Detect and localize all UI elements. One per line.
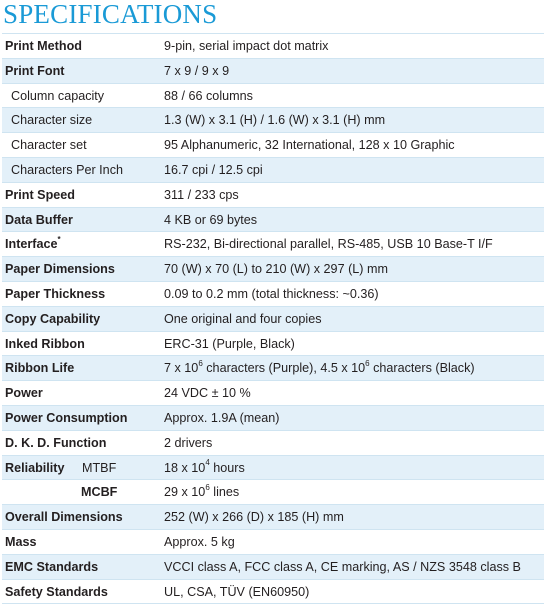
table-row [2,257,544,282]
row-label: Safety Standards [5,584,108,599]
table-row [2,158,544,183]
specifications-table [2,33,544,604]
footnote-marker: * [57,235,61,245]
row-value [164,480,239,504]
table-row [2,208,544,233]
row-label: Paper Dimensions [5,262,115,277]
row-label [5,232,61,256]
page-title: SPECIFICATIONS [3,0,218,29]
row-value: 4 KB or 69 bytes [164,212,258,227]
exponent: 6 [365,359,370,369]
table-row [2,456,544,481]
row-value: 9-pin, serial impact dot matrix [164,39,329,53]
row-label: Print Speed [5,187,75,202]
row-value: ERC-31 (Purple, Black) [164,336,295,351]
row-label: Character size [11,113,93,128]
row-label: Inked Ribbon [5,336,85,351]
row-label: Mass [5,534,37,549]
table-row [2,530,544,555]
table-row [2,431,544,456]
row-value: 311 / 233 cps [164,187,239,202]
value-part: lines [209,485,240,500]
exponent: 6 [198,359,203,369]
row-value: Approx. 5 kg [164,534,235,549]
table-row [2,406,544,431]
row-label: MCBF [81,485,118,500]
table-row [2,282,544,307]
row-value: 1.3 (W) x 3.1 (H) / 1.6 (W) x 3.1 (H) mm [164,113,386,128]
row-sublabel: MTBF [82,460,117,475]
row-value: 70 (W) x 70 (L) to 210 (W) x 297 (L) mm [164,262,388,277]
value-part: 29 x 10 [164,485,206,500]
table-row [2,232,544,257]
table-row [2,108,544,133]
table-row [2,580,544,604]
table-row [2,183,544,208]
exponent: 6 [205,483,210,493]
value-part: characters (Black) [369,361,475,376]
row-value: RS-232, Bi-directional parallel, RS-485, USB 10 Base-T I/F [164,237,493,252]
row-value: 24 VDC ± 10 % [164,386,251,401]
row-value: Approx. 1.9A (mean) [164,410,280,425]
row-value [164,456,245,480]
table-row [2,34,544,59]
row-value: 7 x 9 / 9 x 9 [164,63,230,78]
row-label: Paper Thickness [5,286,106,301]
table-row [2,555,544,580]
value-part: hours [209,460,245,475]
row-label: EMC Standards [5,559,99,574]
value-part: 7 x 10 [164,361,199,376]
row-label: Print Font [5,63,65,78]
row-value: 252 (W) x 266 (D) x 185 (H) mm [164,510,344,525]
table-row [2,332,544,357]
row-value: VCCI class A, FCC class A, CE marking, AS / NZS 3548 class B [164,559,521,574]
row-value [164,356,475,380]
value-part: 18 x 10 [164,460,206,475]
row-label: Power Consumption [5,410,128,425]
exponent: 4 [205,458,210,468]
table-row [2,505,544,530]
row-label: Overall Dimensions [5,510,123,525]
table-row [2,480,544,505]
row-value: 95 Alphanumeric, 32 International, 128 x 10 Graphic [164,138,455,153]
row-label: Character set [11,138,87,153]
row-label: Characters Per Inch [11,162,123,177]
row-label: Column capacity [11,88,105,103]
row-value: One original and four copies [164,311,322,326]
row-value: 16.7 cpi / 12.5 cpi [164,162,263,177]
table-row [2,307,544,332]
row-value: 0.09 to 0.2 mm (total thickness: ~0.36) [164,286,379,301]
table-row [2,133,544,158]
row-value: 2 drivers [164,435,213,450]
row-value: UL, CSA, TÜV (EN60950) [164,584,310,599]
table-row [2,356,544,381]
table-row [2,59,544,84]
row-value: 88 / 66 columns [164,88,253,103]
row-label: Data Buffer [5,212,73,227]
row-label: D. K. D. Function [5,435,107,450]
row-label: Ribbon Life [5,361,75,376]
row-label: Print Method [5,39,82,53]
row-label: Reliability [5,460,65,475]
row-label: Power [5,386,43,401]
table-row [2,84,544,109]
row-label: Copy Capability [5,311,101,326]
row-label-text: Interface [5,237,58,252]
value-part: characters (Purple), 4.5 x 10 [202,361,366,376]
table-row [2,381,544,406]
